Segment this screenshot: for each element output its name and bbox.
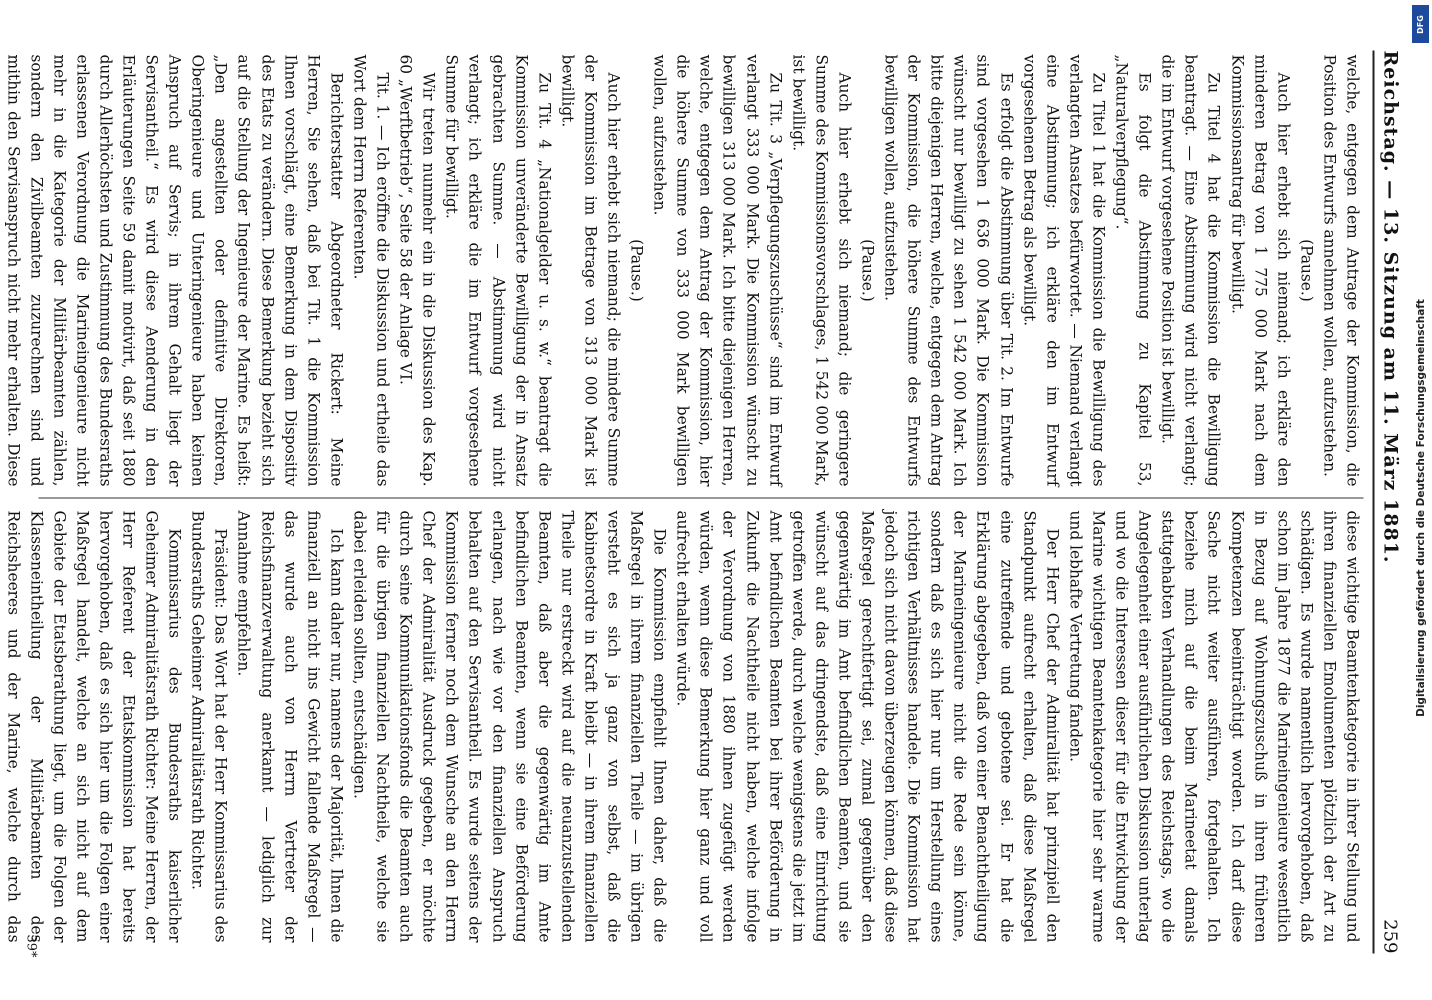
credit-text: Digitalisierung gefördert durch die Deutsche Forschungsgemeinschaft <box>1414 298 1427 717</box>
header-title: Reichstag. — 13. Sitzung am 11. März 1881. <box>1379 50 1401 564</box>
paragraph: Auch hier erhebt sich niemand; die mindere Summe der Kommission im Betrage von 313 000 Mark ist bewilligt. <box>557 54 622 487</box>
dfg-logo-text: DFG <box>1416 14 1426 34</box>
page-number: 259 <box>1379 919 1401 954</box>
paragraph: Berichterstatter Abgeordneter Rickert: Meine Herren, Sie sehen, daß bei Tit. 1 die Kommission Ihnen vorschlägt, eine Bemerkung in dem Dispositiv des Etats zu verändern. Diese Bemerkung bezieht sich auf die Stellung der Ingenieure der Marine. Es heißt: „Den angestellten oder definitive Direktoren, Oberingenieure und Unteringenieure haben keinen Anspruch auf Servis; in ihrem Gehalt liegt der Servisantheil.“ Es wird diese Aenderung in den Erläuterungen Seite 59 damit motivirt, daß seit 1880 durch Allerhöchsten und Zustimmung des Bundesraths erlassenen Verordnung die Marineingenieure nicht mehr in die Kategorie der Militärbeamten zählen, sondern den Zivilbeamten zuzurechnen sind und mithin den Servisanspruch nicht mehr erhalten. Diese <box>3 54 345 487</box>
paragraph: Der Herr Chef der Admiralität hat prinzipiell den Standpunkt aufrecht erhalten, daß diese Maßregel eine zutreffende und gebotene sei. Er hat die Erklärung abgegeben, daß von einer Benachtheiligung der Marineingenieure nicht die Rede sein könne, sondern daß es sich hier nur um Herstellung eines richtigen Verhältnisses handele. Die Kommission hat jedoch sich nicht davon überzeugen können, daß diese Maßregel gerechtfertigt sei, zumal gegenüber den gegenwärtig im Amt befindlichen Beamten, und sie wünscht auf das dringendste, daß eine Einrichtung getroffen werde, durch welche wenigstens die jetzt im Amt befindlichen Beamten bei ihrer Beförderung in Zukunft die Nachtheile nicht haben, welche infolge der Verordnung von 1880 ihnen zugefügt werden würden, wenn diese Bemerkung hier ganz und voll aufrecht erhalten würde. <box>673 510 1061 943</box>
paragraph: Auch hier erhebt sich niemand; ich erkläre den minderen Betrag von 1 775 000 Mark nach dem Kommissionsantrag für bewilligt. <box>1227 54 1292 487</box>
paragraph: Die Kommission empfiehlt Ihnen daher, daß die Maßregel in ihrem finanziellen Theile — im übrigen versteht es sich ja ganz von selbst, daß die Kabinetsordre in Kraft bleibt — in ihrem finanziellen Theile nur erstreckt wird auf die neuanzustellenden Beamten, daß aber die gegenwärtig im Amte befindlichen Beamten, wenn sie eine Beförderung erlangen, nach wie vor den finanziellen Anspruch behalten auf den Servisantheil. Es wurde seitens der Kommission ferner noch dem Wunsche an den Herrn Chef der Admiralität Ausdruck gegeben, er möchte durch seine Kommunikationsfonds die Beamten auch für die übrigen finanziellen Nachtheile, welche sie dabei erleiden sollten, entschädigen. <box>349 510 669 943</box>
column-divider <box>38 498 1363 499</box>
paragraph: Tit. 1. — Ich eröffne die Diskussion und ertheile das Wort dem Herrn Referenten. <box>349 54 392 487</box>
paragraph: Auch hier erhebt sich niemand; die geringere Summe des Kommissionsvorschlages, 1 542 000 Mark, ist bewilligt. <box>788 54 853 487</box>
paragraph: Es folgt die Abstimmung zu Kapitel 53, „Naturalverpflegung“. <box>1112 54 1154 487</box>
paragraph: Präsident: Das Wort hat der Herr Kommissarius des Bundesraths Geheimer Admiralitätsrath Richter. <box>188 510 230 943</box>
paragraph: Zu Tit. 3 „Verpflegungszuschüsse“ sind im Entwurf verlangt 333 000 Mark. Die Kommission wünscht zu bewilligen 313 000 Mark. Ich bitte diejenigen Herren, welche, entgegen dem Antrag der Kommission, hier die höhere Summe von 333 000 Mark bewilligen wollen, aufzustehen. <box>650 54 784 487</box>
rotated-page <box>3 33 1411 968</box>
left-column <box>3 54 1363 487</box>
digitization-credit <box>1414 20 1427 995</box>
paragraph: Ich kann daher nur, namens der Majorität, Ihnen die finanziell an nicht ins Gewicht fallende Maßregel — das wurde auch von Herrn Vertreter der Reichsfinanzverwaltung anerkannt — lediglich zur Annahme empfehlen. <box>234 510 345 943</box>
right-column <box>3 510 1363 943</box>
paragraph: Es erfolgt die Abstimmung über Tit. 2. Im Entwurfe sind vorgesehen 1 636 000 Mark. Die Kommission wünscht nur bewilligt zu sehen 1 542 000 Mark. Ich bitte diejenigen Herren, welche, entgegen dem Antrag der Kommission, die höhere Summe des Entwurfs bewilligen wollen, aufzustehen. <box>881 54 1015 487</box>
paragraph: Zu Tit. 4 „Nationalgelder u. s. w.“ beantragt die Kommission unveränderte Bewilligung der in Ansatz gebrachten Summe. — Abstimmung wird nicht verlangt; ich erkläre die im Entwurf vorgesehene Summe für bewilligt. <box>442 54 553 487</box>
paragraph: Kommissarius des Bundesraths kaiserlicher Geheimer Admiralitätsrath Richter: Meine Herren, der Herr Referent der Etatskommission hat bereits hervorgehoben, daß es sich hier um die Folgen einer Maßregel handelt, welche an sich nicht auf dem Gebiete der Etatsberathung liegt, um die Folgen der Klasseneintheilung der Militärbeamten des Reichsheeres und der Marine, welche durch das <box>3 510 184 943</box>
pause-note: (Pause.) <box>1296 239 1315 302</box>
paragraph: Zu Titel 1 hat die Kommission die Bewilligung des verlangten Ansatzes befürwortet. — Niemand verlangt eine Abstimmung; ich erkläre den im Entwurf vorgesehenen Betrag als bewilligt. <box>1019 54 1107 487</box>
paragraph: welche, entgegen dem Antrage der Kommission, die Position des Entwurfs annehmen wollen, aufzustehen. <box>1319 54 1361 487</box>
pause-note: (Pause.) <box>627 239 646 302</box>
paragraph: Wir treten nunmehr ein in die Diskussion des Kap. 60 „Werftbetrieb“, Seite 58 der Anlage VI. <box>396 54 438 487</box>
signature-mark: 39* <box>23 934 38 958</box>
page-inner <box>3 33 1411 968</box>
page-header <box>1372 51 1406 954</box>
dfg-logo <box>1412 5 1429 43</box>
paragraph: Zu Titel 4 hat die Kommission die Bewilligung beantragt. — Eine Abstimmung wird nicht verlangt; die im Entwurf vorgesehene Position ist bewilligt. <box>1158 54 1223 487</box>
pause-note: (Pause.) <box>858 239 877 302</box>
paragraph: diese wichtige Beamtenkategorie in ihrer Stellung und ihren finanziellen Emolumenten plötzlich der Art zu schädigen. Es wurde namentlich hervorgehoben, daß schon im Jahre 1877 die Marineingenieure wesentlich in Bezug auf Wohnungszuschuß in ihren früheren Kompetenzen beeinträchtigt worden. Ich darf diese Sache nicht weiter ausführen, fortgehalten. Ich beziehe mich auf die beim Marineetat damals stattgehabten Verhandlungen des Reichstags, wo die Angelegenheit einer ausführlichen Diskussion unterlag und wo die Interessen dieser für die Entwicklung der Marine wichtigen Beamtenkategorie hier sehr warme und lebhafte Vertretung fanden. <box>1065 510 1361 943</box>
